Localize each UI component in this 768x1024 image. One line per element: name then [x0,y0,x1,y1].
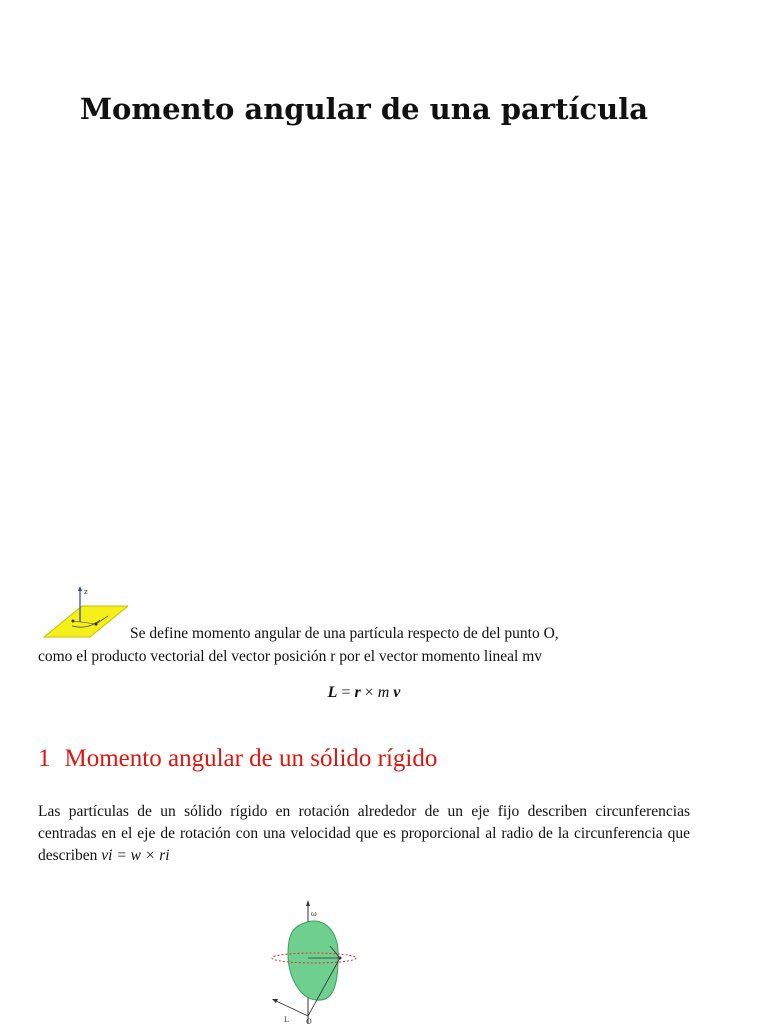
particle-diagram-icon [38,584,128,640]
axis-label: z [84,588,88,596]
O-label: O [306,1018,312,1024]
intro-line-1: Se define momento angular de una partícula respecto de del punto O, [130,625,559,642]
eq-equals: = [337,684,355,701]
omega-label: ω [311,910,317,918]
paragraph-text: Las partículas de un sólido rígido en rotación alrededor de un eje fijo describen circunferencias centradas en el eje de rotación con una velocidad que es proporcional al radio de la circunferencia que describen [38,803,690,864]
eq-m: m [377,684,394,701]
eq-L: L [327,684,338,701]
eq-times: × [360,684,378,701]
eq-v: v [393,684,401,701]
section-title: Momento angular de un sólido rígido [64,745,438,772]
angular-momentum-equation [0,684,728,702]
intro-paragraph [38,584,698,668]
intro-line-2: como el producto vectorial del vector posición r por el vector momento lineal mv [38,648,543,665]
eq-r: r [354,684,361,701]
rigid-body-diagram-icon [234,896,364,1024]
body-paragraph [38,801,690,867]
L-label: L [284,1016,289,1024]
section-heading [38,745,437,773]
page-title: Momento angular de una partícula [79,92,649,126]
section-number: 1 [38,745,51,772]
velocity-formula: vi = w × ri [101,847,170,864]
